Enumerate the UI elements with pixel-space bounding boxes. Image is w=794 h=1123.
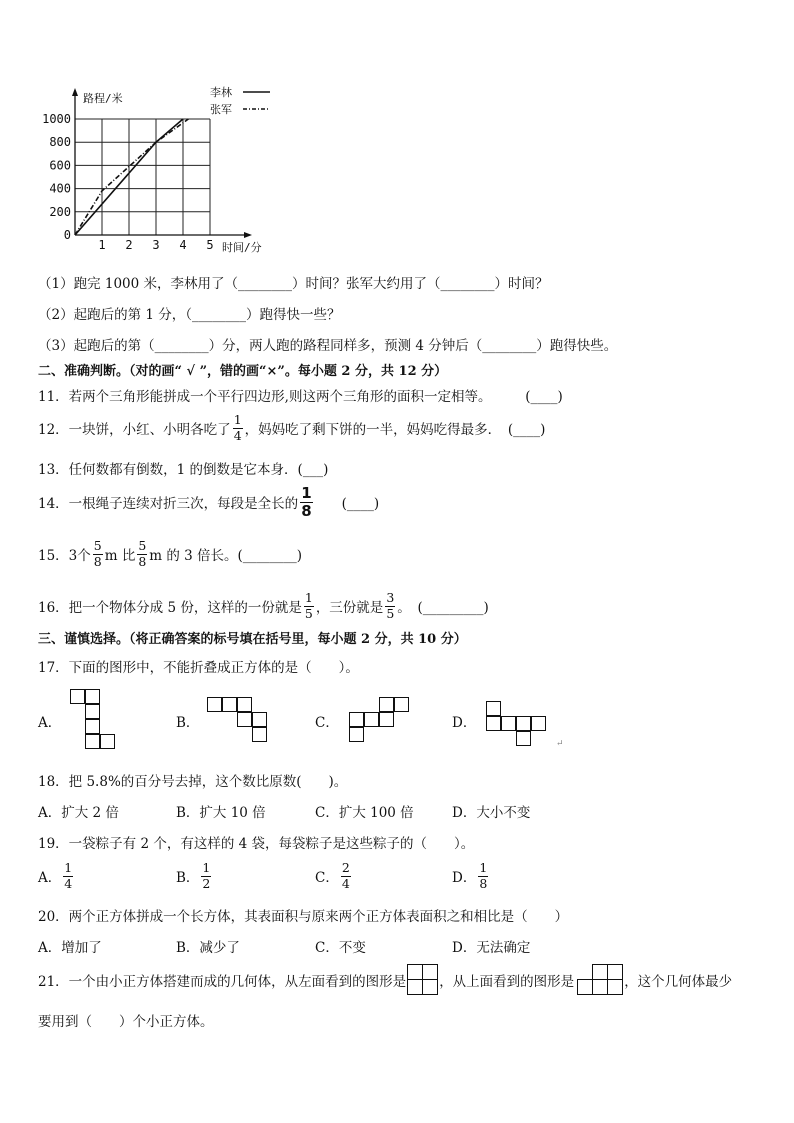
- q16-text-a: 16．把一个物体分成 5 份，这样的一份就是: [38, 600, 302, 616]
- net-cell: [100, 734, 115, 749]
- view-cell: [607, 964, 623, 980]
- option-label: A．: [38, 870, 62, 886]
- q19-option-d: [452, 856, 490, 896]
- net-cell: [85, 719, 100, 734]
- net-cell: [379, 697, 394, 712]
- q12-text-b: ，妈妈吃了剩下饼的一半，妈妈吃得最多． (____): [244, 422, 546, 438]
- fraction-1-5: [304, 592, 314, 620]
- net-cell: [252, 712, 267, 727]
- fraction-1-2: [201, 862, 211, 890]
- frac-num: 1: [479, 860, 488, 875]
- fraction-2-4: [341, 862, 351, 890]
- chart-question-1: （1）跑完 1000 米，李林用了（________）时间？张军大约用了（________）时间？: [38, 276, 549, 292]
- x-tick-label: 3: [152, 238, 160, 252]
- legend-label: 李林: [210, 86, 232, 99]
- question-19-stem: 19．一袋粽子有 2 个，有这样的 4 袋，每袋粽子是这些粽子的（ ）。: [38, 836, 475, 852]
- fraction-1-8: [300, 483, 312, 520]
- left-view-figure: [406, 964, 439, 996]
- fraction-1-8: [478, 862, 488, 890]
- q15-text-a: 15．3个: [38, 548, 91, 564]
- frac-num: 3: [386, 590, 395, 605]
- net-cell: [237, 712, 252, 727]
- q18-option-b: B．扩大 10 倍: [176, 805, 266, 821]
- frac-num: 1: [301, 483, 312, 502]
- net-cell: [516, 716, 531, 731]
- net-cell: [207, 697, 222, 712]
- return-mark-icon: ↵: [556, 739, 564, 749]
- frac-den: 8: [138, 553, 147, 569]
- question-17-stem: 17．下面的图形中，不能折叠成正方体的是（ ）。: [38, 660, 359, 676]
- view-cell: [422, 964, 438, 980]
- option-label: B．: [176, 870, 200, 886]
- question-20-stem: 20．两个正方体拼成一个长方体，其表面积与原来两个正方体表面积之和相比是（ ）: [38, 909, 569, 925]
- view-cell: [577, 979, 593, 995]
- question-11: 11．若两个三角形能拼成一个平行四边形,则这两个三角形的面积一定相等。 (____): [38, 389, 563, 405]
- y-tick-label: 400: [49, 181, 71, 196]
- question-13: 13．任何数都有倒数，1 的倒数是它本身．(___): [38, 462, 329, 478]
- q17-option-b: B．: [176, 715, 200, 731]
- net-cell: [85, 689, 100, 704]
- net-cell: [349, 727, 364, 742]
- x-tick-label: 1: [98, 238, 106, 252]
- q15-text-b: m 比: [104, 548, 136, 564]
- frac-den: 2: [202, 875, 211, 891]
- q17-option-d: D．: [452, 715, 477, 731]
- x-axis-arrow: [244, 232, 252, 238]
- question-21: [38, 962, 732, 998]
- view-cell: [592, 964, 608, 980]
- net-cell: [349, 712, 364, 727]
- net-cell: [70, 689, 85, 704]
- question-21-continued: 要用到（ ）个小正方体。: [38, 1014, 214, 1030]
- q14-text-a: 14．一根绳子连续对折三次，每段是全长的: [38, 496, 299, 512]
- q18-option-a: A．扩大 2 倍: [38, 805, 119, 821]
- y-axis-arrow: [72, 88, 78, 96]
- net-cell: [516, 731, 531, 746]
- section-2-title: 二、准确判断。（对的画“ √ ”，错的画“×”。每小题 2 分，共 12 分）: [38, 364, 448, 379]
- question-14: [38, 482, 379, 522]
- chart-question-3: （3）起跑后的第（________）分，两人跑的路程同样多，预测 4 分钟后（________）跑得快些。: [38, 338, 618, 354]
- chart-question-2: （2）起跑后的第 1 分，（________）跑得快一些？: [38, 307, 341, 323]
- top-view-figure: [576, 964, 624, 996]
- net-cell: [364, 712, 379, 727]
- frac-num: 1: [64, 860, 73, 875]
- q20-option-b: B．减少了: [176, 940, 240, 956]
- legend-label: 张军: [210, 103, 232, 116]
- fraction-1-4: [63, 862, 73, 890]
- q17-option-c: C．: [315, 715, 339, 731]
- y-tick-label: 1000: [42, 112, 71, 126]
- q19-option-b: [176, 856, 213, 896]
- frac-num: 1: [304, 590, 313, 605]
- q21-text-a: 21．一个由小正方体搭建而成的几何体，从左面看到的图形是: [38, 974, 407, 990]
- y-tick-label: 200: [49, 204, 71, 219]
- view-cell: [407, 979, 423, 995]
- frac-den: 4: [341, 875, 350, 891]
- question-16: [38, 586, 489, 626]
- question-15: [38, 534, 302, 574]
- fraction-5-8: [137, 540, 147, 568]
- section-3-title: 三、谨慎选择。（将正确答案的标号填在括号里，每小题 2 分，共 10 分）: [38, 632, 467, 647]
- x-tick-label: 5: [206, 238, 214, 252]
- frac-num: 1: [202, 860, 211, 875]
- fraction-3-5: [385, 592, 395, 620]
- series-line-2: [75, 119, 188, 235]
- question-18-stem: 18．把 5.8%的百分号去掉，这个数比原数( )。: [38, 774, 348, 790]
- net-cell: [237, 697, 252, 712]
- q20-option-a: A．增加了: [38, 940, 102, 956]
- q19-option-a: [38, 856, 75, 896]
- q19-option-c: [315, 856, 353, 896]
- y-axis-label: 路程/米: [83, 92, 123, 105]
- frac-num: 1: [233, 412, 242, 427]
- frac-den: 8: [479, 875, 488, 891]
- q16-text-b: ，三份就是: [315, 600, 384, 616]
- net-cell: [501, 716, 516, 731]
- q21-text-c: ，这个几何体最少: [624, 974, 733, 990]
- q20-option-c: C．不变: [315, 940, 366, 956]
- net-cell: [394, 697, 409, 712]
- distance-time-chart: [38, 80, 288, 259]
- q14-text-b: (____): [314, 496, 380, 512]
- net-cell: [85, 734, 100, 749]
- frac-den: 4: [233, 427, 242, 443]
- net-cell: [85, 704, 100, 719]
- view-cell: [592, 979, 608, 995]
- frac-num: 5: [138, 538, 147, 553]
- option-label: C．: [315, 870, 339, 886]
- frac-num: 5: [93, 538, 102, 553]
- q12-text-a: 12．一块饼，小红、小明各吃了: [38, 422, 231, 438]
- frac-num: 2: [341, 860, 350, 875]
- fraction-1-4: [233, 414, 243, 442]
- q18-option-d: D．大小不变: [452, 805, 531, 821]
- q20-option-d: D．无法确定: [452, 940, 531, 956]
- question-12: [38, 410, 545, 446]
- net-cell: [379, 712, 394, 727]
- view-cell: [422, 979, 438, 995]
- x-tick-label: 4: [179, 238, 187, 252]
- option-label: D．: [452, 870, 477, 886]
- y-tick-label: 600: [49, 158, 71, 173]
- x-tick-label: 2: [125, 238, 133, 252]
- x-axis-label: 时间/分: [222, 241, 262, 254]
- frac-den: 5: [304, 605, 313, 621]
- net-cell: [222, 697, 237, 712]
- y-tick-label: 800: [49, 135, 71, 150]
- frac-den: 5: [386, 605, 395, 621]
- net-cell: [486, 701, 501, 716]
- q21-text-b: ，从上面看到的图形是: [439, 974, 575, 990]
- view-cell: [607, 979, 623, 995]
- net-cell: [531, 716, 546, 731]
- fraction-5-8: [93, 540, 103, 568]
- y-tick-label: 0: [63, 228, 71, 242]
- frac-den: 8: [93, 553, 102, 569]
- net-cell: [486, 716, 501, 731]
- frac-den: 4: [64, 875, 73, 891]
- frac-den: 8: [301, 501, 312, 520]
- q15-text-c: m 的 3 倍长。(________): [149, 548, 303, 564]
- q18-option-c: C．扩大 100 倍: [315, 805, 414, 821]
- net-cell: [252, 727, 267, 742]
- q16-text-c: 。 (_________): [397, 600, 489, 616]
- view-cell: [407, 964, 423, 980]
- q17-option-a: A．: [38, 715, 62, 731]
- chart-svg: [38, 80, 288, 255]
